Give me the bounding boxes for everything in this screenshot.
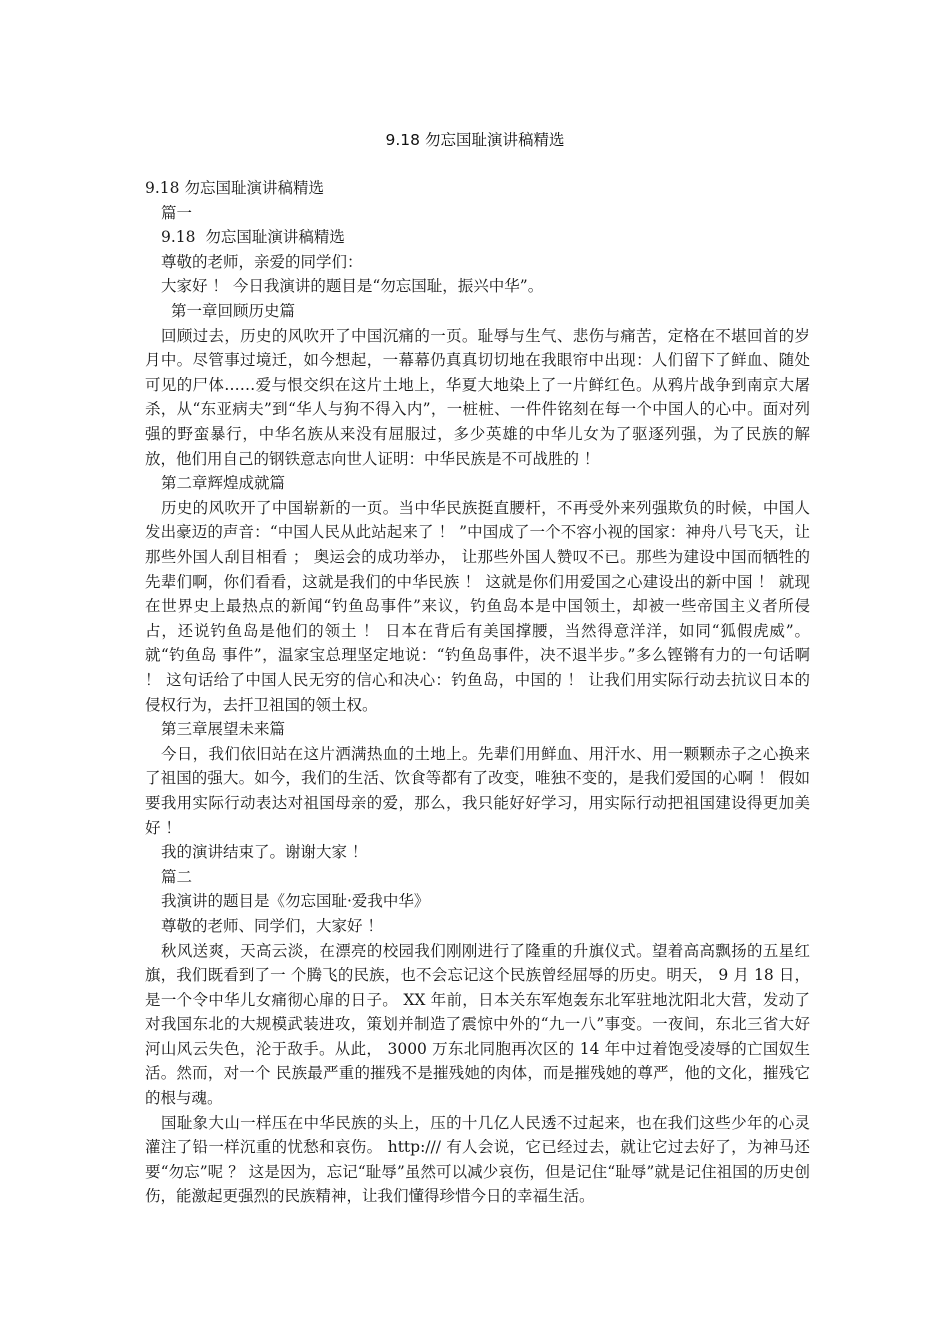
chapter-heading-1: 第一章回顾历史篇 [171,301,296,320]
paragraph-5: 国耻象大山一样压在中华民族的头上，压的十几亿人民透不过起来，也在我们这些少年的心灵灌注了铅一样沉重的忧愁和哀伤。 http:/// 有人会说，它已经过去，就让它过去好了，为神马还要“勿忘”呢 ？ 这是因为，忘记“耻辱”虽然可以减少哀伤，但是记住“耻辱”就是记住祖国的历史创伤，能激起更强烈的民族精神，让我们懂得珍惜今日的幸福生活。 [145,1113,810,1206]
intro-1: 大家好 ！ 今日我演讲的题目是“勿忘国耻，振兴中华”。 [161,277,544,296]
paragraph-1: 回顾过去，历史的风吹开了中国沉痛的一页。耻辱与生气、悲伤与痛苦，定格在不堪回首的岁月中。尽管事过境迁，如今想起，一幕幕仍真真切切地在我眼帘中出现：人们留下了鲜血、随处可见的尸体……爱与恨交织在这片土地上，华夏大地染上了一片鲜红色。从鸦片战争到南京大屠杀，从“东亚病夫”到“华人与狗不得入内”，一桩桩、一件件铭刻在每一个中国人的心中。面对列强的野蛮暴行，中华名族从来没有屈服过，多少英雄的中华儿女为了驱逐列强，为了民族的解放，他们用自己的钢铁意志向世人证明：中华民族是不可战胜的 ！ [145,326,810,468]
chapter-heading-2: 第二章辉煌成就篇 [161,474,286,493]
section-title-2: 我演讲的题目是《勿忘国耻·爱我中华》 [161,892,430,911]
closing-line: 我的演讲结束了。谢谢大家 ！ [161,843,368,862]
greeting-2: 尊敬的老师、同学们，大家好 ！ [161,916,383,935]
paragraph-4: 秋风送爽，天高云淡，在漂亮的校园我们刚刚进行了隆重的升旗仪式。望着高高飘扬的五星红旗，我们既看到了一 个腾飞的民族，也不会忘记这个民族曾经屈辱的历史。明天， 9 月 18 日，是一个令中华儿女痛彻心扉的日子。 XX 年前，日本关东军炮轰东北军驻地沈阳北大营，发动了对我国东北的大规模武装进攻，策划并制造了震惊中外的“九一八”事变。一夜间，东北三省大好河山风云失色，沦于敌手。从此， 3000 万东北同胞再次区的 14 年中过着饱受凌辱的亡国奴生活。然而，对一个 民族最严重的摧残不是摧残她的肉体，而是摧残她的尊严，他的文化，摧残它的根与魂。 [145,941,810,1108]
document-body [145,176,810,1209]
paragraph-2: 历史的风吹开了中国崭新的一页。当中华民族挺直腰杆，不再受外来列强欺负的时候，中国人发出豪迈的声音：“中国人民从此站起来了 ！ ”中国成了一个不容小视的国家：神舟八号飞天，让那些外国人刮目相看 ； 奥运会的成功举办， 让那些外国人赞叹不已。那些为建设中国而牺牲的先辈们啊，你们看看，这就是我们的中华民族 ！ 这就是你们用爱国之心建设出的新中国 ！ 就现在世界史上最热点的新闻“钓鱼岛事件”来议，钓鱼岛本是中国领土，却被一些帝国主义者所侵占，还说钓鱼岛是他们的领土 ！ 日本在背后有美国撑腰，当然得意洋洋，如同“狐假虎威”。就“钓鱼岛 事件”，温家宝总理坚定地说：“钓鱼岛事件，决不退半步。”多么铿锵有力的一句话啊 ！ 这句话给了中国人民无穷的信心和决心：钓鱼岛，中国的 ！ 让我们用实际行动去抗议日本的侵权行为，去扞卫祖国的领土权。 [145,498,810,714]
document-title: 9.18 勿忘国耻演讲稿精选 [385,131,565,149]
section-heading-1: 篇一 [161,203,193,222]
section-heading-2: 篇二 [161,867,193,886]
section-title-1: 9.18 勿忘国耻演讲稿精选 [161,228,345,247]
greeting-1: 尊敬的老师，亲爱的同学们： [161,252,363,271]
paragraph-3: 今日，我们依旧站在这片洒满热血的土地上。先辈们用鲜血、用汗水、用一颗颗赤子之心换来了祖国的强大。如今，我们的生活、饮食等都有了改变，唯独不变的，是我们爱国的心啊 ！ 假如要我用实际行动表达对祖国母亲的爱，那么，我只能好好学习，用实际行动把祖国建设得更加美好 ！ [145,744,810,837]
chapter-heading-3: 第三章展望未来篇 [161,720,286,739]
subtitle: 9.18 勿忘国耻演讲稿精选 [145,179,324,197]
